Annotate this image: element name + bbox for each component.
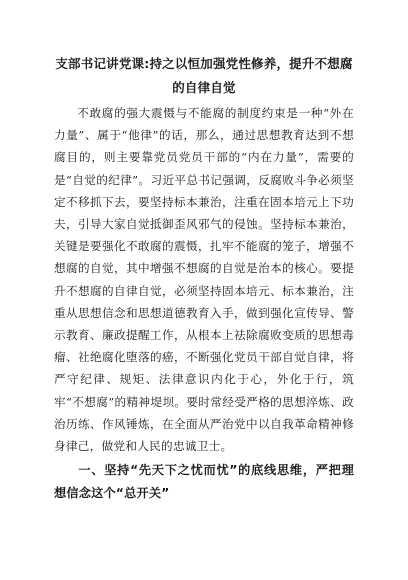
section-heading: 一、坚持“先天下之忧而忧”的底线思维，严把理想信念这个“总开关” [54, 463, 354, 501]
body-paragraph: 不敢腐的强大震慑与不能腐的制度约束是一种“外在力量”、属于“他律”的话，那么，通过思想教育达到不想腐目的，则主要靠党员党员干部的“内在力量”，需要的是“自觉的纪律”。习近平总书记强调，反腐败斗争必须坚定不移抓下去，要坚持标本兼治，注重在固本培元上下功夫，引导大家自觉抵御歪风邪气的侵蚀。坚持标本兼治，关键是要强化不敢腐的震慑，扎牢不能腐的笼子，增强不想腐的自觉，其中增强不想腐的自觉是治本的核心。要提升不想腐的自律自觉，必须坚持固本培元、标本兼治，注重从思想信念和思想道德教育入手，做到强化宣传导、警示教育、廉政提醒工作，从根本上祛除腐败变质的思想毒瘤、社绝腐化堕落的癌，不断强化党员干部自觉自律，将严守纪律、规矩、法律意识内化于心，外化于行，筑牢“不想腐”的精神堤坝。要时常经受严格的思想淬炼、政治历练、作风锤炼，在全面从严治党中以自我革命精神修身律己，做党和人民的忠诚卫士。 [54, 106, 354, 454]
document-title: 支部书记讲党课:持之以恒加强党性修养，提升不想腐的自律自觉 [55, 56, 353, 95]
